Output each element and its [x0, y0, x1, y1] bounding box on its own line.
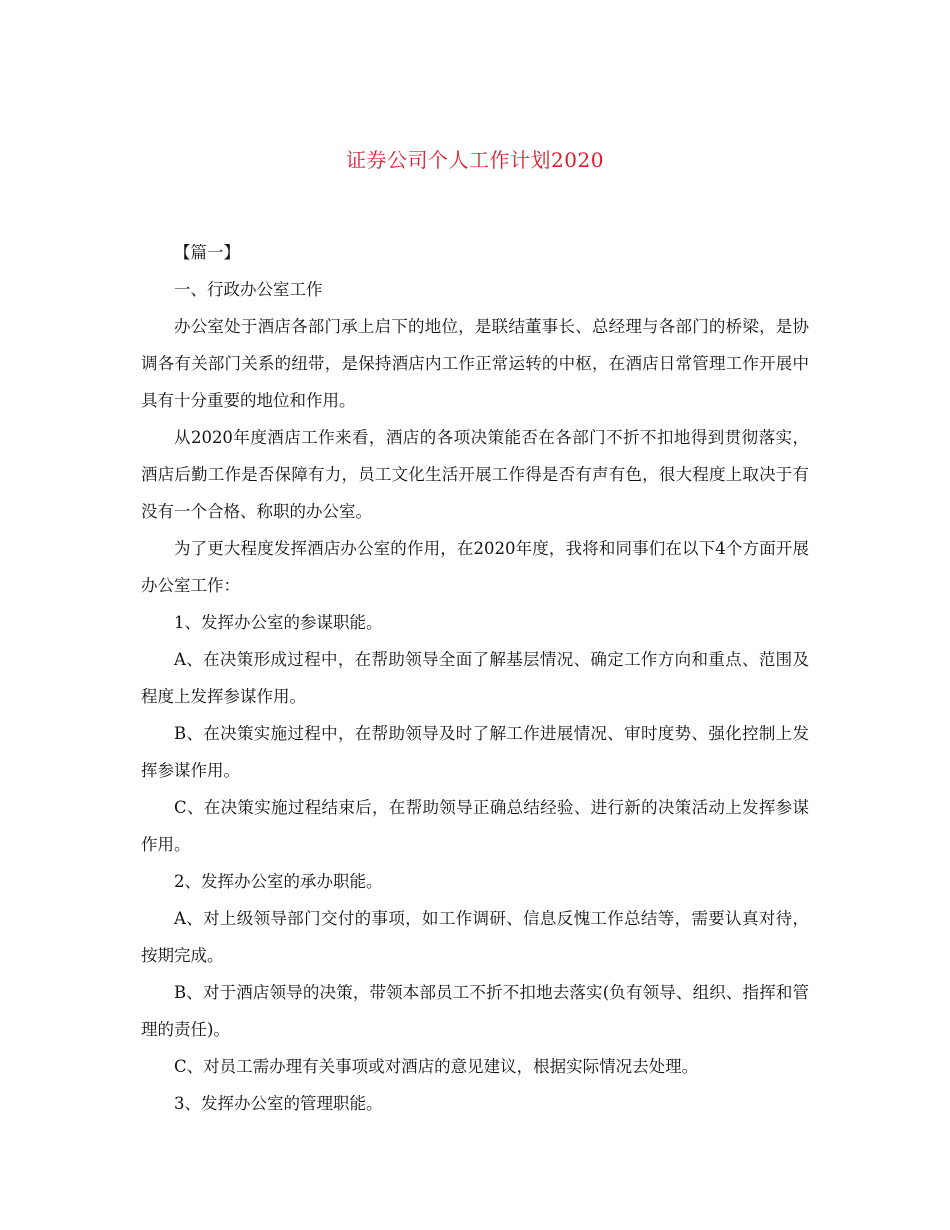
list-heading: 2、发挥办公室的承办职能。	[174, 872, 383, 891]
list-item: A、对上级领导部门交付的事项，如工作调研、信息反愧工作总结等，需要认真对待，按期完成。	[141, 909, 809, 965]
document-title: 证券公司个人工作计划2020	[346, 148, 604, 172]
document-body	[141, 234, 809, 1122]
paragraph: 办公室处于酒店各部门承上启下的地位，是联结董事长、总经理与各部门的桥梁，是协调各有关部门关系的纽带，是保持酒店内工作正常运转的中枢，在酒店日常管理工作开展中具有十分重要的地位和作用。	[141, 317, 809, 410]
subsection-heading: 一、行政办公室工作	[174, 280, 323, 299]
paragraph: 为了更大程度发挥酒店办公室的作用，在2020年度，我将和同事们在以下4个方面开展办公室工作：	[141, 539, 809, 595]
list-heading: 1、发挥办公室的参谋职能。	[174, 613, 383, 632]
list-item: C、在决策实施过程结束后，在帮助领导正确总结经验、进行新的决策活动上发挥参谋作用。	[141, 798, 809, 854]
list-item: A、在决策形成过程中，在帮助领导全面了解基层情况、确定工作方向和重点、范围及程度上发挥参谋作用。	[141, 650, 809, 706]
list-item: C、对员工需办理有关事项或对酒店的意见建议，根据实际情况去处理。	[174, 1057, 699, 1076]
list-heading: 3、发挥办公室的管理职能。	[174, 1094, 383, 1113]
list-item: B、在决策实施过程中，在帮助领导及时了解工作进展情况、审时度势、强化控制上发挥参谋作用。	[141, 724, 809, 780]
list-item: B、对于酒店领导的决策，带领本部员工不折不扣地去落实(负有领导、组织、指挥和管理的责任)。	[141, 983, 809, 1039]
section-heading: 【篇一】	[174, 243, 240, 262]
paragraph: 从2020年度酒店工作来看，酒店的各项决策能否在各部门不折不扣地得到贯彻落实，酒店后勤工作是否保障有力，员工文化生活开展工作得是否有声有色，很大程度上取决于有没有一个合格、称职的办公室。	[141, 428, 809, 521]
